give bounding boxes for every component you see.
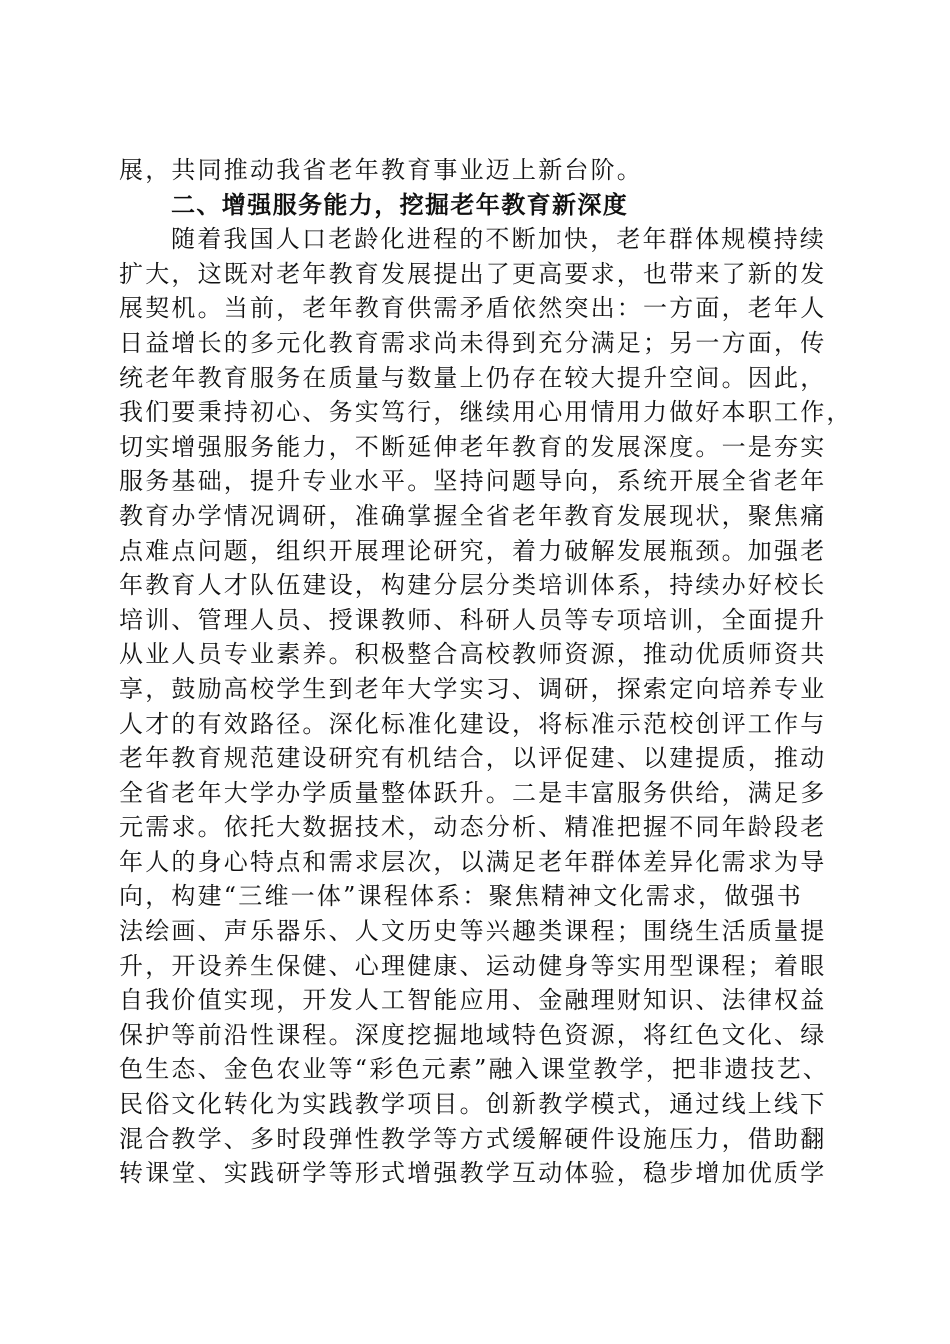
paragraph-line: 升，开设养生保健、心理健康、运动健身等实用型课程；着眼 bbox=[119, 951, 827, 980]
paragraph-line: 扩大，这既对老年教育发展提出了更高要求，也带来了新的发 bbox=[119, 259, 827, 288]
paragraph-line: 我们要秉持初心、务实笃行，继续用心用情用力做好本职工作， bbox=[119, 398, 853, 427]
paragraph-line: 从业人员专业素养。积极整合高校教师资源，推动优质师资共 bbox=[119, 640, 827, 669]
paragraph-line: 年人的身心特点和需求层次，以满足老年群体差异化需求为导 bbox=[119, 847, 827, 876]
paragraph-line: 年教育人才队伍建设，构建分层分类培训体系，持续办好校长 bbox=[119, 571, 827, 600]
paragraph-line: 保护等前沿性课程。深度挖掘地域特色资源，将红色文化、绿 bbox=[119, 1020, 827, 1049]
paragraph-line: 元需求。依托大数据技术，动态分析、精准把握不同年龄段老 bbox=[119, 813, 827, 842]
paragraph-line: 统老年教育服务在质量与数量上仍存在较大提升空间。因此， bbox=[119, 363, 827, 392]
paragraph-line: 切实增强服务能力，不断延伸老年教育的发展深度。一是夯实 bbox=[119, 432, 827, 461]
paragraph-line: 民俗文化转化为实践教学项目。创新教学模式，通过线上线下 bbox=[119, 1090, 827, 1119]
paragraph-line: 转课堂、实践研学等形式增强教学互动体验，稳步增加优质学 bbox=[119, 1159, 827, 1188]
paragraph-line: 老年教育规范建设研究有机结合，以评促建、以建提质，推动 bbox=[119, 744, 827, 773]
continuation-line: 展，共同推动我省老年教育事业迈上新台阶。 bbox=[119, 156, 643, 184]
paragraph-line: 培训、管理人员、授课教师、科研人员等专项培训，全面提升 bbox=[119, 605, 827, 634]
paragraph-line: 随着我国人口老龄化进程的不断加快，老年群体规模持续 bbox=[171, 225, 826, 254]
document-body bbox=[119, 153, 853, 1191]
paragraph-line: 法绘画、声乐器乐、人文历史等兴趣类课程；围绕生活质量提 bbox=[119, 917, 827, 946]
paragraph-line: 教育办学情况调研，准确掌握全省老年教育发展现状，聚焦痛 bbox=[119, 501, 827, 530]
paragraph-line: 混合教学、多时段弹性教学等方式缓解硬件设施压力，借助翻 bbox=[119, 1124, 827, 1153]
paragraph-line: 全省老年大学办学质量整体跃升。二是丰富服务供给，满足多 bbox=[119, 778, 827, 807]
paragraph-line: 人才的有效路径。深化标准化建设，将标准示范校创评工作与 bbox=[119, 709, 827, 738]
paragraph-line: 向，构建“三维一体”课程体系：聚焦精神文化需求，做强书 bbox=[119, 882, 803, 911]
paragraph-line: 服务基础，提升专业水平。坚持问题导向，系统开展全省老年 bbox=[119, 467, 827, 496]
paragraph-line: 享，鼓励高校学生到老年大学实习、调研，探索定向培养专业 bbox=[119, 674, 827, 703]
paragraph-line: 展契机。当前，老年教育供需矛盾依然突出：一方面，老年人 bbox=[119, 294, 827, 323]
paragraph-line: 自我价值实现，开发人工智能应用、金融理财知识、法律权益 bbox=[119, 986, 827, 1015]
section-heading: 二、增强服务能力，挖掘老年教育新深度 bbox=[171, 190, 629, 219]
body-paragraph bbox=[119, 222, 853, 1191]
paragraph-line: 色生态、金色农业等“彩色元素”融入课堂教学，把非遗技艺、 bbox=[119, 1055, 830, 1084]
paragraph-line: 点难点问题，组织开展理论研究，着力破解发展瓶颈。加强老 bbox=[119, 536, 827, 565]
paragraph-line: 日益增长的多元化教育需求尚未得到充分满足；另一方面，传 bbox=[119, 328, 827, 357]
